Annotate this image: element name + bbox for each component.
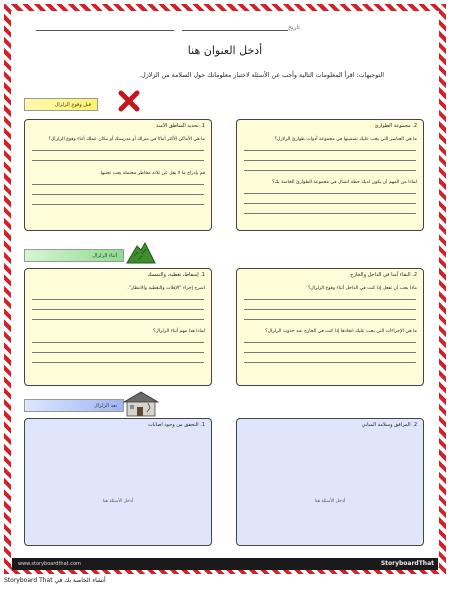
panel-title: 2. المرافق وسلامة المباني: [361, 422, 417, 428]
answer-line[interactable]: [244, 213, 416, 214]
panel-title: 2. البقاء آمنا في الداخل والخارج: [350, 272, 417, 278]
question: لماذا هذا مهم أثناء الزلزال؟: [152, 329, 205, 334]
answer-line[interactable]: [244, 160, 416, 161]
after-banner: [24, 399, 124, 412]
question: لماذا من المهم أن يكون لديك خطة اتصال في مجموعة الطوارئ الخاصة بك؟: [272, 180, 417, 185]
footer-site-url[interactable]: www.storyboardthat.com: [18, 561, 81, 567]
during-banner: [24, 249, 124, 262]
damaged-house-icon: [122, 390, 160, 418]
answer-line[interactable]: [32, 319, 204, 320]
before-label: قبل وقوع الزلزال: [54, 101, 91, 108]
instructions: التوجيهات: اقرأ المعلومات التالية وأجب عن الأسئلة لاختبار معلوماتك حول السلامة من الزلازل.: [139, 72, 384, 79]
after-panel-2: [236, 418, 424, 546]
footer-logo: StoryboardThat: [380, 560, 434, 567]
during-label: أثناء الزلزال: [92, 252, 117, 259]
question: اشرح إجراء "الإفلات والتغطية والانتظار".: [127, 286, 205, 291]
answer-line[interactable]: [244, 362, 416, 363]
panel-title: 1. التحقق من وجود اصابات: [147, 422, 205, 428]
placeholder-text[interactable]: أدخل الأسئلة هنا: [314, 499, 346, 504]
answer-line[interactable]: [32, 309, 204, 310]
answer-line[interactable]: [32, 150, 204, 151]
credit-line: Storyboard That أنشاء الخاصة بك في: [4, 577, 106, 584]
before-panel-1: [24, 119, 212, 231]
answer-line[interactable]: [32, 342, 204, 343]
answer-line[interactable]: [244, 299, 416, 300]
panel-title: 1. تحديد المناطق الآمنة: [156, 123, 205, 129]
name-line[interactable]: [36, 30, 174, 31]
question: قم بإدراج ما لا يقل عن ثلاثة مخاطر محتملة يجب تجنبها.: [99, 171, 205, 176]
after-panel-1: [24, 418, 212, 546]
question: ما هي العناصر التي يجب عليك تضمينها في مجموعة أدوات طوارئ الزلازل؟: [274, 137, 417, 142]
answer-line[interactable]: [32, 352, 204, 353]
answer-line[interactable]: [32, 184, 204, 185]
answer-line[interactable]: [244, 193, 416, 194]
answer-line[interactable]: [244, 319, 416, 320]
page-title[interactable]: أدخل العنوان هنا: [187, 44, 263, 57]
answer-line[interactable]: [244, 309, 416, 310]
answer-line[interactable]: [244, 150, 416, 151]
answer-line[interactable]: [32, 204, 204, 205]
panel-title: 2. مجموعة الطوارئ: [374, 123, 417, 129]
answer-line[interactable]: [244, 170, 416, 171]
answer-line[interactable]: [32, 160, 204, 161]
question: ما هي الإجراءات التي يجب عليك اتخاذها إذا كنت في الخارج عند حدوث الزلزال؟: [265, 329, 417, 334]
before-panel-2: [236, 119, 424, 231]
after-label: بعد الزلزال: [94, 402, 117, 409]
answer-line[interactable]: [32, 362, 204, 363]
mountain-icon: [126, 240, 156, 264]
answer-line[interactable]: [244, 203, 416, 204]
before-banner: [24, 98, 98, 111]
panel-title: 1. إسقاط، تغطية، والتمسك: [147, 272, 205, 278]
during-panel-1: [24, 268, 212, 386]
answer-line[interactable]: [32, 194, 204, 195]
date-label: تاريخ: [288, 24, 300, 31]
date-line[interactable]: [182, 30, 288, 31]
x-mark-icon: [118, 90, 140, 112]
answer-line[interactable]: [32, 299, 204, 300]
question: ماذا يجب أن تفعل إذا كنت في الداخل أثناء وقوع الزلزال؟: [307, 286, 417, 291]
question: ما هي الأماكن الأكثر أمانًا في منزلك أو مدرستك أو مكان عملك أثناء وقوع الزلزال؟: [48, 137, 205, 142]
answer-line[interactable]: [244, 342, 416, 343]
during-panel-2: [236, 268, 424, 386]
answer-line[interactable]: [244, 352, 416, 353]
placeholder-text[interactable]: أدخل الأسئلة هنا: [102, 499, 134, 504]
